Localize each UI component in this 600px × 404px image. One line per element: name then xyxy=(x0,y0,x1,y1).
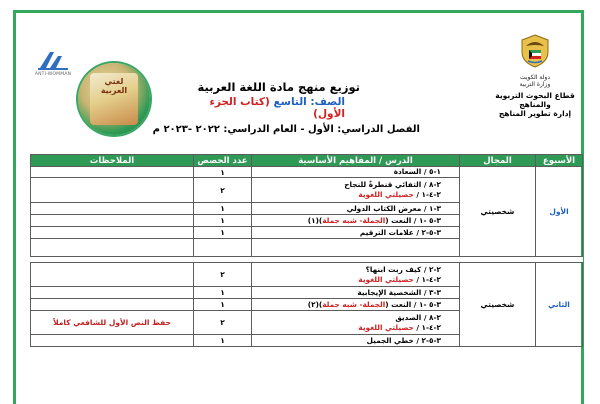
count-cell: ١ xyxy=(194,203,252,215)
kuwait-emblem-icon xyxy=(520,34,550,68)
schedule-table xyxy=(30,154,583,347)
logo-caption: ANTI-WOMMAN xyxy=(34,72,72,77)
grade-value: التاسع xyxy=(273,96,307,108)
col-field: المجال xyxy=(460,155,536,167)
lesson-cell: ٢-٨ / الصديق ٢-٤-١ / حصيلتي اللغوية xyxy=(252,311,460,335)
note-cell xyxy=(31,167,194,178)
lesson-cell: ٣-٣ / الشخصية الإيجابية xyxy=(252,287,460,299)
note-cell xyxy=(31,178,194,203)
ministry-name: وزارة التربية xyxy=(519,81,551,88)
ministry-country: دولة الكويت xyxy=(520,74,550,81)
count-cell: ٢ xyxy=(194,178,252,203)
organization-logo-icon xyxy=(36,48,70,72)
lesson-cell: ٣-١ / معرض الكتاب الدولي xyxy=(252,203,460,215)
col-count: عدد الحصص xyxy=(194,155,252,167)
lesson-cell: ٣-٥-٢ / خطي الجميل xyxy=(252,335,460,347)
count-cell: ١ xyxy=(194,287,252,299)
ministry-department: إدارة تطوير المناهج xyxy=(498,109,572,118)
count-cell: ٢ xyxy=(194,263,252,287)
table-row xyxy=(31,167,583,178)
document-title: توزيع منهج مادة اللغة العربية xyxy=(197,80,360,94)
ministry-block xyxy=(492,34,578,118)
field-cell: شخصيتي xyxy=(460,167,536,257)
col-notes: الملاحظات xyxy=(31,155,194,167)
lesson-cell: ٣-٥ -١ / النعت (الجملة- شبه جملة)(٢) xyxy=(252,299,460,311)
term-line: الفصل الدراسي: الأول - العام الدراسي: ٢٠٢٢ -٢٠٢٣ م xyxy=(152,124,420,135)
lesson-cell: ٢-٢ / كيف ربت ابنها؟ ٢-٤-١ / حصيلتي اللغوية xyxy=(252,263,460,287)
note-cell xyxy=(31,227,194,239)
count-cell: ١ xyxy=(194,299,252,311)
count-cell: ١ xyxy=(194,227,252,239)
book-part: (كتاب الجزء الأول) xyxy=(209,96,345,120)
week-cell: الأول xyxy=(536,167,583,257)
note-cell xyxy=(31,335,194,347)
grade-label: الصف: xyxy=(310,96,345,108)
table-header-row xyxy=(31,155,583,167)
lesson-cell: ٢-٨ / التفائي قنطرةٌ للنجاح ٢-٤-١ / حصيلتي اللغوية xyxy=(252,178,460,203)
count-cell: ١ xyxy=(194,215,252,227)
week-cell: الثاني xyxy=(536,263,583,347)
note-cell: حفظ النص الأول للشافعي كاملاً xyxy=(31,311,194,335)
col-lesson: الدرس / المفاهيم الأساسية xyxy=(252,155,460,167)
count-cell: ٢ xyxy=(194,311,252,335)
note-cell xyxy=(31,215,194,227)
table-row xyxy=(31,263,583,287)
note-cell xyxy=(31,287,194,299)
count-cell: ١ xyxy=(194,335,252,347)
col-week: الأسبوع xyxy=(536,155,583,167)
book-cover-title: لغتي العربية xyxy=(100,77,128,95)
note-cell xyxy=(31,263,194,287)
ministry-sector: قطاع البحوث التربوية والمناهج xyxy=(495,91,575,109)
book-cover-image xyxy=(78,63,150,135)
lesson-cell: ٣-٥-٢ / علامات الترقيم xyxy=(252,227,460,239)
field-cell: شخصيتي xyxy=(460,263,536,347)
grade-line xyxy=(180,96,345,120)
lesson-cell: ٣-٥ -١ / النعت (الجملة- شبه جملة)(١) xyxy=(252,215,460,227)
note-cell xyxy=(31,299,194,311)
count-cell: ١ xyxy=(194,167,252,178)
note-cell xyxy=(31,203,194,215)
document-header xyxy=(152,80,420,135)
lesson-cell: ١-٥ / السعادة xyxy=(252,167,460,178)
